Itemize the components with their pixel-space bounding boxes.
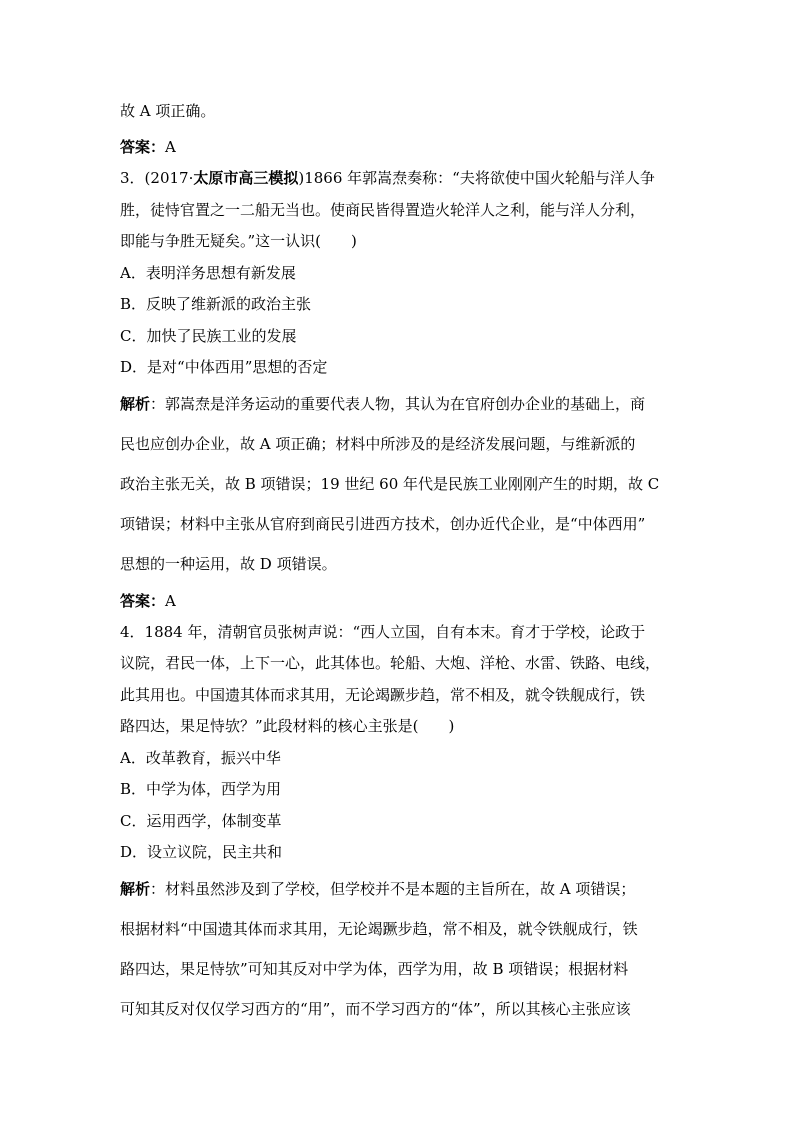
q3-explanation-line-4: 项错误；材料中主张从官府到商民引进西方技术，创办近代企业，是“中体西用” — [120, 514, 646, 533]
explanation-text: ：郭嵩焘是洋务运动的重要代表人物，其认为在官府创办企业的基础上，商 — [150, 394, 646, 413]
q3-explanation-line-5: 思想的一种运用，故 D 项错误。 — [120, 554, 337, 573]
q3-option-a: A．表明洋务思想有新发展 — [120, 263, 296, 282]
q3-number: 3． — [120, 169, 145, 187]
q4-stem-line-1: 4．1884 年，清朝官员张树声说：“西人立国，自有本末。育才于学校，论政于 — [120, 622, 646, 641]
q4-stem-line-3: 此其用也。中国遗其体而求其用，无论竭蹶步趋，常不相及，就令铁舰成行，铁 — [120, 685, 646, 704]
q3-stem-text: )1866 年郭嵩焘奏称：“夫将欲使中国火轮船与洋人争 — [298, 169, 655, 187]
q3-option-c: C．加快了民族工业的发展 — [120, 326, 297, 345]
q3-option-b: B．反映了维新派的政治主张 — [120, 295, 312, 313]
q4-explanation-line-1 — [120, 869, 680, 909]
question-3 — [120, 163, 680, 617]
q3-explanation-line-3: 政治主张无关，故 B 项错误；19 世纪 60 年代是民族工业刚刚产生的时期，故 C — [120, 474, 660, 493]
q4-explanation-line-3: 路四达，果足恃欤”可知其反对中学为体，西学为用，故 B 项错误；根据材料 — [120, 959, 629, 978]
q3-stem-line-3: 即能与争胜无疑矣。”这一认识( ) — [120, 232, 357, 250]
answer-label: 答案： — [120, 137, 166, 156]
q4-explanation-line-2: 根据材料“中国遗其体而求其用，无论竭蹶步趋，常不相及，就令铁舰成行，铁 — [120, 919, 638, 938]
q3-source-open: (2017· — [144, 169, 194, 187]
q4-option-d: D．设立议院，民主共和 — [120, 843, 283, 861]
explanation-label: 解析 — [120, 394, 151, 413]
q3-explanation — [120, 384, 680, 584]
q4-explanation — [120, 869, 680, 1029]
q3-stem-line-1 — [120, 163, 680, 195]
q4-option-b: B．中学为体，西学为用 — [120, 780, 282, 798]
q2-answer — [120, 132, 680, 164]
q3-source: 太原市高三模拟 — [193, 169, 299, 187]
q3-stem-line-2: 胜，徒恃官置之一二船无当也。使商民皆得置造火轮洋人之利，能与洋人分利， — [120, 200, 646, 219]
q4-option-c: C．运用西学，体制变革 — [120, 811, 282, 830]
answer-value: A — [165, 137, 176, 156]
explanation-text: ：材料虽然涉及到了学校，但学校并不是本题的主旨所在，故 A 项错误； — [150, 879, 636, 898]
answer-value: A — [165, 591, 176, 610]
q3-answer — [120, 586, 680, 617]
q4-stem-line-2: 议院，君民一体，上下一心，此其体也。轮船、大炮、洋枪、水雷、铁路、电线， — [120, 654, 661, 672]
q4-explanation-line-4: 可知其反对仅仅学习西方的“用”，而不学习西方的“体”，所以其核心主张应该 — [120, 999, 631, 1018]
answer-label: 答案： — [120, 591, 166, 610]
q3-option-d: D．是对“中体西用”思想的否定 — [120, 358, 328, 376]
q3-explanation-line-1 — [120, 384, 680, 424]
q4-option-a: A．改革教育，振兴中华 — [120, 748, 281, 767]
explanation-label: 解析 — [120, 879, 151, 898]
q3-explanation-line-2: 民也应创办企业，故 A 项正确；材料中所涉及的是经济发展问题，与维新派的 — [120, 434, 636, 453]
q4-stem-line-4: 路四达，果足恃欤？”此段材料的核心主张是( ) — [120, 717, 455, 735]
question-4 — [120, 617, 680, 1029]
intro-line: 故 A 项正确。 — [120, 102, 216, 120]
document-page — [120, 96, 680, 1029]
